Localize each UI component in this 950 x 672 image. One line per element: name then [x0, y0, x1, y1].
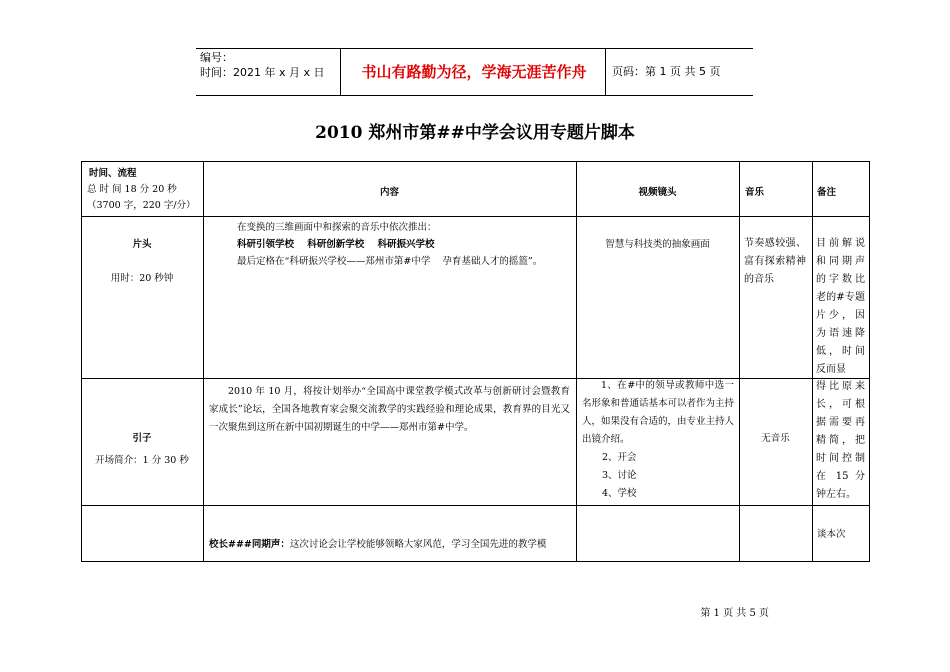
motto-cell	[340, 49, 606, 95]
table-border-top	[81, 161, 870, 162]
header-content: 内容	[379, 187, 399, 198]
document-title: 2010 郑州市第##中学会议用专题片脚本	[315, 123, 635, 143]
section-duration: 开场简介：1 分 30 秒	[95, 455, 189, 466]
speaker-label: 校长###同期声：	[209, 539, 290, 550]
table-border-right	[869, 161, 870, 562]
shot-line: 1、在#中的领导或教师中选一名形象和普通话基本可以者作为主持人，如果没有合适的，由专业主持人出镜介绍。	[582, 380, 735, 445]
section-title: 引子	[132, 433, 152, 444]
note-text: 得比原来长，可根据需要再精简，把时间控制在 15 分钟左右。	[816, 381, 865, 500]
shot-line: 2、开会	[602, 452, 637, 463]
page-header	[196, 48, 753, 96]
header-total-time: 总 时 间 18 分 20 秒	[87, 184, 177, 195]
header-row-divider	[81, 216, 870, 217]
shot-line: 3、讨论	[602, 470, 637, 481]
speaker-text: 这次讨论会让学校能够领略大家风范，学习全国先进的教学模	[289, 539, 547, 550]
row-divider	[81, 378, 870, 379]
note-text: 谈本次	[817, 529, 846, 540]
table-border-bottom	[81, 561, 870, 562]
header-meta	[196, 49, 340, 95]
music-description: 无音乐	[761, 433, 790, 444]
table-border-left	[81, 161, 82, 562]
column-divider	[576, 161, 577, 562]
header-music: 音乐	[745, 187, 765, 198]
number-label: 编号：	[200, 51, 233, 64]
content-line: 在变换的三维画面中和探索的音乐中依次推出：	[237, 222, 437, 233]
note-text: 目前解说和同期声的字数比老的#专题片少，因为语速降低，时间反而显	[816, 238, 865, 375]
music-description: 节奏感较强、富有探索精神的音乐	[744, 238, 806, 285]
column-divider	[739, 161, 740, 562]
column-divider	[812, 161, 813, 562]
page-label: 页码：第 1 页 共 5 页	[612, 65, 721, 78]
header-shot: 视频镜头	[638, 187, 677, 198]
motto: 书山有路勤为径，学海无涯苦作舟	[361, 63, 587, 81]
section-title: 片头	[132, 239, 152, 250]
header-note: 备注	[817, 187, 837, 198]
section-duration: 用时：20 秒钟	[110, 273, 174, 284]
header-word-count: （3700 字，220 字/分）	[87, 200, 196, 211]
content-text	[209, 537, 546, 553]
time-label: 时间：2021 年 x 月 x 日	[200, 66, 325, 79]
page-footer: 第 1 页 共 5 页	[700, 608, 769, 619]
shot-line: 4、学校	[602, 488, 637, 499]
shot-description: 智慧与科技类的抽象画面	[605, 239, 710, 250]
script-table	[81, 161, 870, 562]
content-line: 最后定格在“科研振兴学校——郑州市第#中学 孕育基础人才的摇篮”。	[237, 256, 543, 267]
column-divider	[203, 161, 204, 562]
row-divider	[81, 505, 870, 506]
content-line: 科研引领学校 科研创新学校 科研振兴学校	[237, 239, 435, 250]
content-text: 2010 年 10 月，将按计划举办“全国高中课堂教学模式改革与创新研讨会暨教育家成长”论坛，全国各地教育家会聚交流教学的实践经验和理论成果，教育界的目光又一次聚焦到这所在新中国初期诞生的中学——郑州市第#中学。	[209, 386, 570, 433]
header-time-flow: 时间、流程	[89, 168, 137, 179]
